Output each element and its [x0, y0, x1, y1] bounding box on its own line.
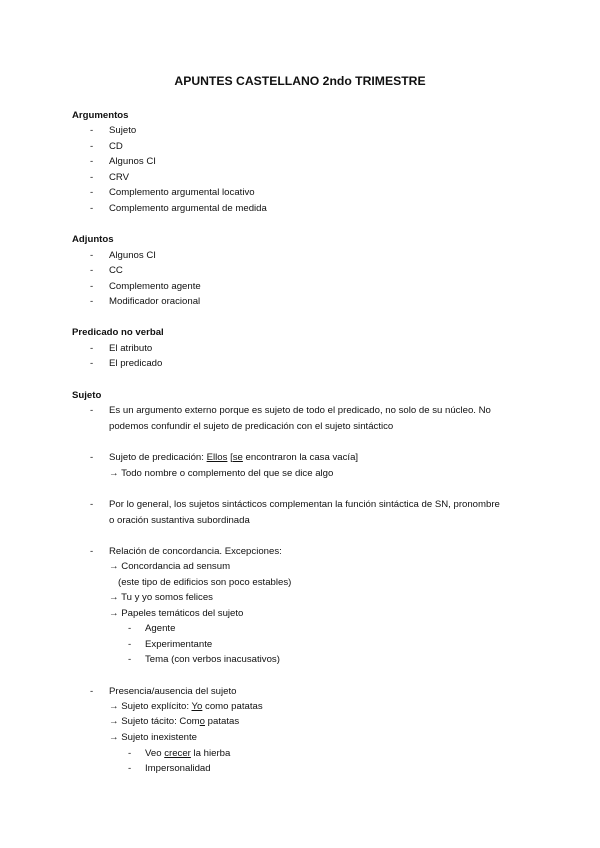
text-span: Sujeto de predicación:	[109, 452, 207, 463]
paragraph-line	[109, 592, 213, 604]
underlined-word: o	[199, 716, 205, 727]
paragraph-line	[109, 608, 243, 620]
text-span: [	[227, 452, 233, 463]
arrow-icon: →	[109, 592, 119, 603]
text-span: Concordancia ad sensum	[121, 561, 231, 572]
bullet-dash: -	[90, 281, 94, 292]
text-span: Tu y yo somos felices	[121, 592, 213, 603]
paragraph-line: podemos confundir el sujeto de predicación con el sujeto sintáctico	[109, 421, 394, 432]
underlined-word: Ellos	[206, 452, 228, 463]
paragraph-line	[109, 701, 263, 713]
bullet-dash: -	[90, 125, 94, 136]
bullet-dash: -	[90, 452, 94, 463]
paragraph-line: Es un argumento externo porque es sujeto de todo el predicado, no solo de su núcleo. No	[109, 405, 491, 416]
list-item: CC	[109, 265, 123, 276]
section-heading-argumentos: Argumentos	[72, 110, 129, 121]
bullet-dash: -	[90, 156, 94, 167]
text-span: Todo nombre o complemento del que se dice algo	[121, 468, 334, 479]
list-item: Complemento argumental de medida	[109, 203, 267, 214]
section-heading-predicado: Predicado no verbal	[72, 327, 164, 338]
paragraph-line	[109, 468, 333, 480]
text-span: encontraron la casa vacía]	[242, 452, 359, 463]
list-item: Complemento agente	[109, 281, 201, 292]
bullet-dash: -	[128, 623, 132, 634]
list-item: Complemento argumental locativo	[109, 187, 255, 198]
list-item: Sujeto	[109, 125, 137, 136]
paragraph-line: o oración sustantiva subordinada	[109, 515, 250, 526]
text-span: Sujeto explícito:	[121, 701, 192, 712]
bullet-dash: -	[90, 141, 94, 152]
paragraph-line	[109, 561, 230, 573]
arrow-icon: →	[109, 716, 119, 727]
text-span: patatas	[205, 716, 240, 727]
bullet-dash: -	[90, 499, 94, 510]
text-span: Sujeto inexistente	[121, 732, 197, 743]
list-item: Modificador oracional	[109, 296, 201, 307]
arrow-icon: →	[109, 732, 119, 743]
paragraph-line: (este tipo de edificios son poco estables)	[118, 577, 292, 588]
underlined-word: Yo	[191, 701, 203, 712]
list-item: Tema (con verbos inacusativos)	[145, 654, 280, 665]
list-item	[145, 748, 230, 760]
bullet-dash: -	[90, 686, 94, 697]
bullet-dash: -	[90, 405, 94, 416]
paragraph-line: Presencia/ausencia del sujeto	[109, 686, 237, 697]
text-span: Veo	[145, 748, 165, 759]
bullet-dash: -	[90, 265, 94, 276]
section-heading-adjuntos: Adjuntos	[72, 234, 114, 245]
text-span: Sujeto tácito: Com	[121, 716, 200, 727]
paragraph-line: Relación de concordancia. Excepciones:	[109, 546, 282, 557]
arrow-icon: →	[109, 468, 119, 479]
list-item: Algunos CI	[109, 250, 156, 261]
paragraph-line	[109, 732, 197, 744]
arrow-icon: →	[109, 608, 119, 619]
paragraph-line	[109, 716, 239, 728]
bullet-dash: -	[90, 203, 94, 214]
paragraph-line: Por lo general, los sujetos sintácticos complementan la función sintáctica de SN, pronombre	[109, 499, 500, 510]
section-heading-sujeto: Sujeto	[72, 390, 102, 401]
arrow-icon: →	[109, 561, 119, 572]
list-item: CRV	[109, 172, 130, 183]
bullet-dash: -	[90, 296, 94, 307]
bullet-dash: -	[128, 639, 132, 650]
bullet-dash: -	[90, 358, 94, 369]
bullet-dash: -	[90, 250, 94, 261]
underlined-word: crecer	[164, 748, 191, 759]
bullet-dash: -	[90, 546, 94, 557]
bullet-dash: -	[128, 748, 132, 759]
bullet-dash: -	[90, 172, 94, 183]
bullet-dash: -	[128, 763, 132, 774]
text-span: la hierba	[190, 748, 231, 759]
paragraph-line	[109, 452, 358, 464]
arrow-icon: →	[109, 701, 119, 712]
list-item: CD	[109, 141, 123, 152]
text-span: como patatas	[202, 701, 263, 712]
list-item: El predicado	[109, 358, 163, 369]
text-span: Papeles temáticos del sujeto	[121, 608, 244, 619]
list-item: El atributo	[109, 343, 153, 354]
list-item: Agente	[145, 623, 176, 634]
list-item: Impersonalidad	[145, 763, 211, 774]
bullet-dash: -	[128, 654, 132, 665]
list-item: Experimentante	[145, 639, 213, 650]
bullet-dash: -	[90, 187, 94, 198]
list-item: Algunos CI	[109, 156, 156, 167]
page-title: APUNTES CASTELLANO 2ndo TRIMESTRE	[174, 74, 426, 88]
bullet-dash: -	[90, 343, 94, 354]
underlined-word: se	[232, 452, 243, 463]
